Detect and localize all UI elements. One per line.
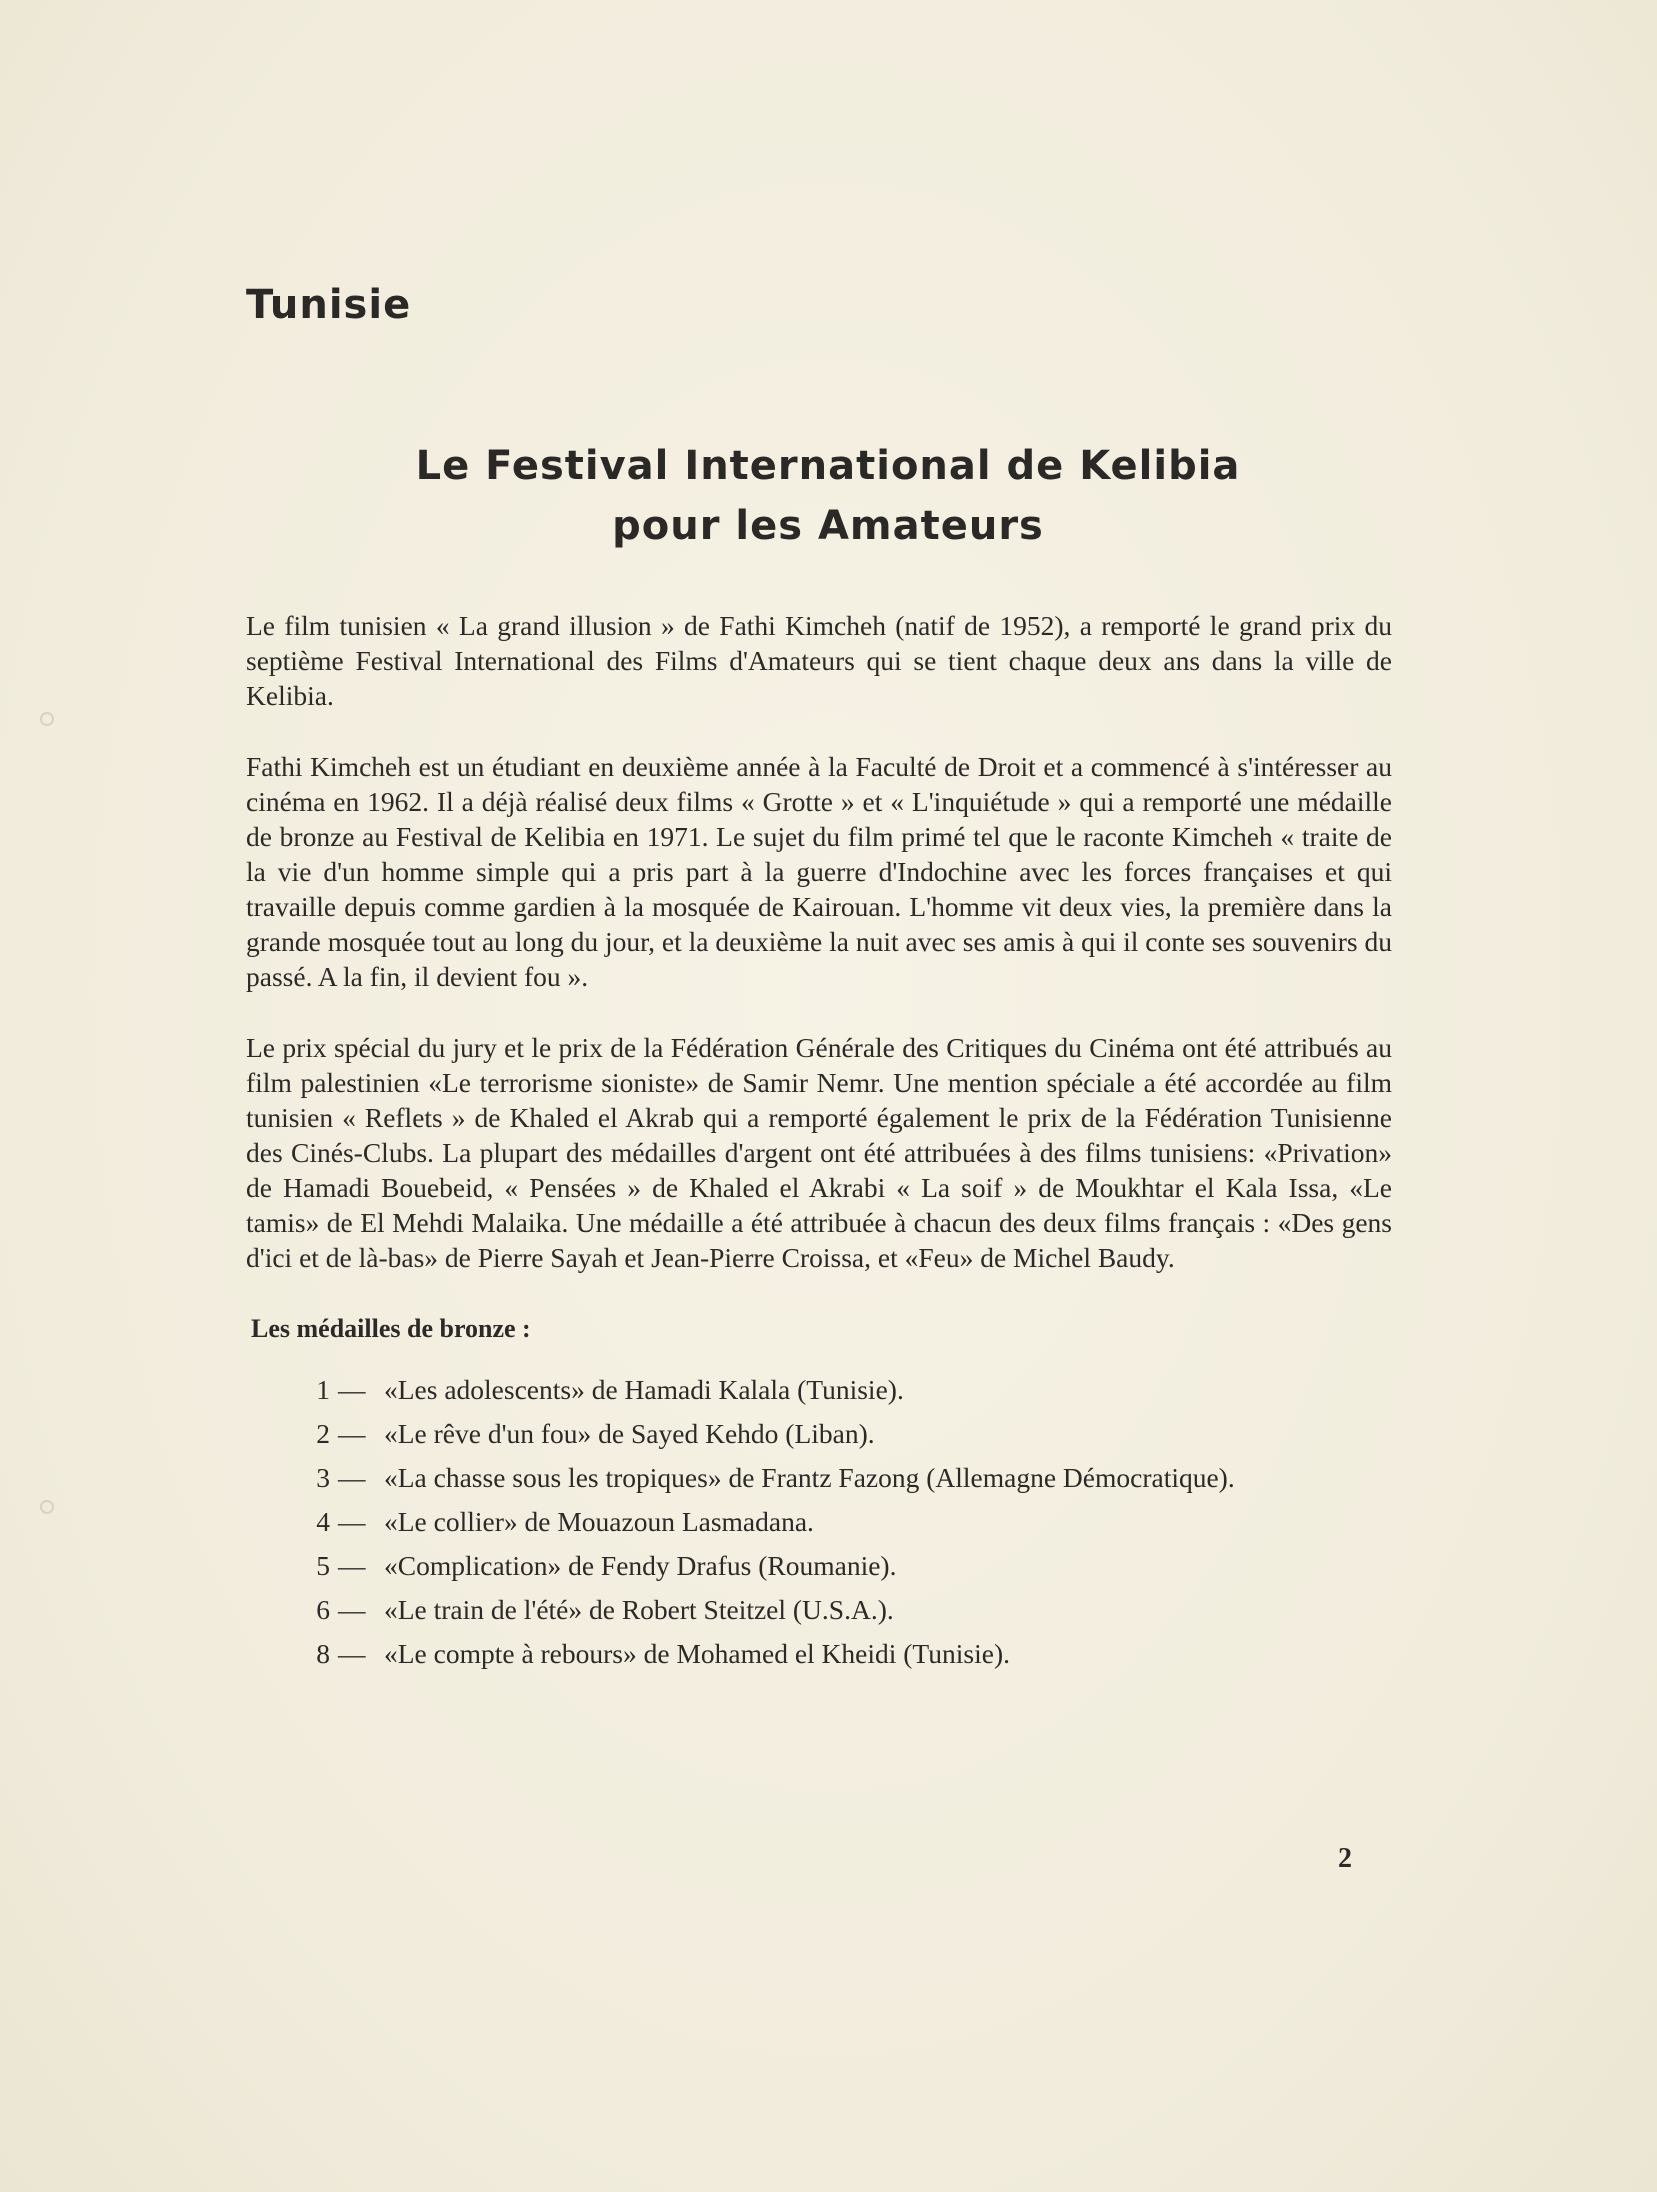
list-item: [246, 1592, 1392, 1627]
list-item-text: «Le train de l'été» de Robert Steitzel (U.S.A.).: [384, 1594, 894, 1625]
article-body: [246, 608, 1392, 1680]
list-item-dash: —: [338, 1374, 366, 1405]
list-item: [246, 1636, 1392, 1671]
list-item: [246, 1460, 1392, 1495]
list-item: [246, 1504, 1392, 1539]
paragraph-grand-prix: Le film tunisien « La grand illusion » de Fathi Kimcheh (natif de 1952), a remporté le grand prix du septième Festival International des Films d'Amateurs qui se tient chaque deux ans dans la ville de Kelibia.: [246, 610, 1392, 711]
article-title-line-1: Le Festival International de Kelibia: [415, 443, 1241, 489]
list-item-number: 1: [316, 1374, 330, 1405]
bronze-medals-list: [246, 1372, 1392, 1671]
list-item-dash: —: [338, 1594, 366, 1625]
list-item-dash: —: [338, 1506, 366, 1537]
list-item-dash: —: [338, 1418, 366, 1449]
bronze-medals-heading: Les médailles de bronze :: [251, 1314, 531, 1343]
list-item-number: 4: [316, 1506, 330, 1537]
section-title: Tunisie: [246, 282, 412, 328]
list-item: [246, 1548, 1392, 1583]
article-title-line-2: pour les Amateurs: [612, 503, 1044, 549]
list-item: [246, 1372, 1392, 1407]
list-item-number: 5: [316, 1550, 330, 1581]
list-item-text: «Les adolescents» de Hamadi Kalala (Tunisie).: [384, 1374, 904, 1405]
paragraph-director: Fathi Kimcheh est un étudiant en deuxième année à la Faculté de Droit et a commencé à s'intéresser au cinéma en 1962. Il a déjà réalisé deux films « Grotte » et « L'inquiétude » qui a remporté une médaille de bronze au Festival de Kelibia en 1971. Le sujet du film primé tel que le raconte Kimcheh « traite de la vie d'un homme simple qui a pris part à la guerre d'Indochine avec les forces françaises et qui travaille depuis comme gardien à la mosquée de Kairouan. L'homme vit deux vies, la première dans la grande mosquée tout au long du jour, et la deuxième la nuit avec ses amis à qui il conte ses souvenirs du passé. A la fin, il devient fou ».: [246, 751, 1392, 992]
punch-hole-mark: [40, 1500, 54, 1514]
list-item-dash: —: [338, 1462, 366, 1493]
list-item-text: «Le collier» de Mouazoun Lasmadana.: [384, 1506, 814, 1537]
list-item-text: «Complication» de Fendy Drafus (Roumanie).: [384, 1550, 897, 1581]
list-item-text: «Le rêve d'un fou» de Sayed Kehdo (Liban).: [384, 1418, 875, 1449]
paragraph-awards: Le prix spécial du jury et le prix de la Fédération Générale des Critiques du Cinéma ont été attribués au film palestinien «Le terrorisme sioniste» de Samir Nemr. Une mention spéciale a été accordée au film tunisien « Reflets » de Khaled el Akrab qui a remporté également le prix de la Fédération Tunisienne des Cinés-Clubs. La plupart des médailles d'argent ont été attribuées à des films tunisiens: «Privation» de Hamadi Bouebeid, « Pensées » de Khaled el Akrabi « La soif » de Moukhtar el Kala Issa, «Le tamis» de El Mehdi Malaika. Une médaille a été attribuée à chacun des deux films français : «Des gens d'ici et de là-bas» de Pierre Sayah et Jean-Pierre Croissa, et «Feu» de Michel Baudy.: [246, 1032, 1392, 1273]
list-item-text: «La chasse sous les tropiques» de Frantz Fazong (Allemagne Démocratique).: [384, 1462, 1235, 1493]
list-item-number: 8: [316, 1638, 330, 1669]
list-item-number: 3: [316, 1462, 330, 1493]
list-item-text: «Le compte à rebours» de Mohamed el Kheidi (Tunisie).: [384, 1638, 1010, 1669]
page-number: 2: [1338, 1843, 1352, 1874]
list-item-number: 2: [316, 1418, 330, 1449]
list-item-number: 6: [316, 1594, 330, 1625]
article-title: [246, 436, 1410, 556]
list-item: [246, 1416, 1392, 1451]
punch-hole-mark: [40, 712, 54, 726]
list-item-dash: —: [338, 1638, 366, 1669]
list-item-dash: —: [338, 1550, 366, 1581]
